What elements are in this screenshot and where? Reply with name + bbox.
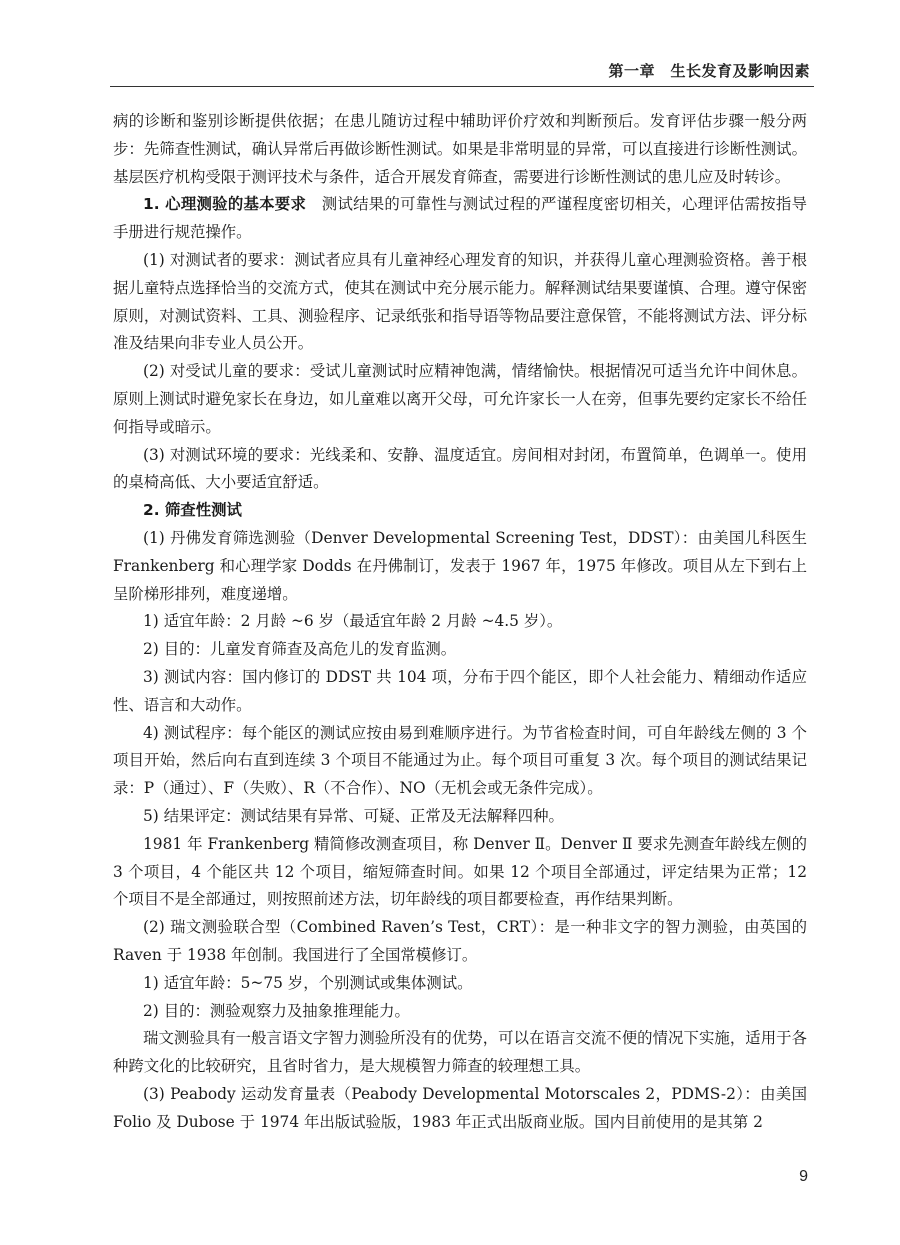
body-paragraph xyxy=(113,914,807,970)
body-paragraph xyxy=(113,358,807,441)
paragraph-text: 病的诊断和鉴别诊断提供依据；在患儿随访过程中辅助评价疗效和判断预后。发育评估步骤一般分两步：先筛查性测试，确认异常后再做诊断性测试。如果是非常明显的异常，可以直接进行诊断性测试。基层医疗机构受限于测评技术与条件，适合开展发育筛查，需要进行诊断性测试的患儿应及时转诊。 xyxy=(113,112,807,186)
paragraph-text: 4) 测试程序：每个能区的测试应按由易到难顺序进行。为节省检查时间，可自年龄线左侧的 3 个项目开始，然后向右直到连续 3 个项目不能通过为止。每个项目可重复 3 次。每个项目的测试结果记录：P（通过）、F（失败）、R（不合作）、NO（无机会或无条件完成）。 xyxy=(113,723,807,798)
paragraph-text: 5) 结果评定：测试结果有异常、可疑、正常及无法解释四种。 xyxy=(143,806,564,825)
body-paragraph xyxy=(113,1081,807,1137)
paragraph-text: (1) 丹佛发育筛选测验（Denver Developmental Screening Test，DDST）：由美国儿科医生 Frankenberg 和心理学家 Dodds 在丹佛制订，发表于 1967 年，1975 年修改。项目从左下到右上呈阶梯形排列，难度递增。 xyxy=(113,528,807,603)
section-heading: 2. 筛查性测试 xyxy=(143,501,242,520)
body-paragraph xyxy=(113,108,807,191)
body-paragraph xyxy=(113,803,807,831)
body-paragraph xyxy=(113,247,807,358)
body-paragraph xyxy=(113,998,807,1026)
body-paragraph xyxy=(113,442,807,498)
page-number: 9 xyxy=(799,1168,808,1185)
paragraph-text: (3) Peabody 运动发育量表（Peabody Developmental Motorscales 2，PDMS-2）：由美国 Folio 及 Dubose 于 1974 年出版试验版，1983 年正式出版商业版。国内目前使用的是其第 2 xyxy=(113,1084,807,1131)
body-paragraph xyxy=(113,720,807,803)
body-paragraph xyxy=(113,608,807,636)
paragraph-text: 测试结果的可靠性与测试过程的严谨程度密切相关，心理评估需按指导手册进行规范操作。 xyxy=(113,195,807,242)
paragraph-text: (2) 对受试儿童的要求：受试儿童测试时应精神饱满，情绪愉快。根据情况可适当允许中间休息。原则上测试时避免家长在身边，如儿童难以离开父母，可允许家长一人在旁，但事先要约定家长不给任何指导或暗示。 xyxy=(113,362,807,436)
body-paragraph xyxy=(113,191,807,247)
paragraph-text: 2) 目的：儿童发育筛查及高危儿的发育监测。 xyxy=(143,640,457,659)
paragraph-text: 瑞文测验具有一般言语文字智力测验所没有的优势，可以在语言交流不便的情况下实施，适用于各种跨文化的比较研究，且省时省力，是大规模智力筛查的较理想工具。 xyxy=(113,1029,807,1076)
paragraph-text: (1) 对测试者的要求：测试者应具有儿童神经心理发育的知识，并获得儿童心理测验资格。善于根据儿童特点选择恰当的交流方式，使其在测试中充分展示能力。解释测试结果要谨慎、合理。遵守保密原则，对测试资料、工具、测验程序、记录纸张和指导语等物品要注意保管，不能将测试方法、评分标准及结果向非专业人员公开。 xyxy=(113,250,807,353)
body-paragraph xyxy=(113,970,807,998)
section-heading: 1. 心理测验的基本要求 xyxy=(143,195,307,214)
header-divider xyxy=(110,86,814,87)
paragraph-text: 2) 目的：测验观察力及抽象推理能力。 xyxy=(143,1001,410,1020)
chapter-header-title: 第一章 生长发育及影响因素 xyxy=(608,62,810,80)
page-body xyxy=(113,108,807,1136)
paragraph-text: 1981 年 Frankenberg 精简修改测查项目，称 Denver Ⅱ。Denver Ⅱ 要求先测查年龄线左侧的 3 个项目，4 个能区共 12 个项目，缩短筛查时间。如果 12 个项目全部通过，评定结果为正常；12 个项目不是全部通过，则按照前述方法，切年龄线的项目都要检查，再作结果判断。 xyxy=(113,834,807,909)
body-paragraph xyxy=(113,664,807,720)
body-paragraph xyxy=(113,525,807,608)
paragraph-text: 1) 适宜年龄：2 月龄 ~6 岁（最适宜年龄 2 月龄 ~4.5 岁）。 xyxy=(143,612,563,631)
paragraph-text: 3) 测试内容：国内修订的 DDST 共 104 项，分布于四个能区，即个人社会能力、精细动作适应性、语言和大动作。 xyxy=(113,667,807,714)
body-paragraph xyxy=(113,831,807,914)
paragraph-text: 1) 适宜年龄：5~75 岁，个别测试或集体测试。 xyxy=(143,973,473,992)
body-paragraph xyxy=(113,636,807,664)
body-paragraph xyxy=(113,1025,807,1081)
body-paragraph xyxy=(113,497,807,525)
paragraph-text: (2) 瑞文测验联合型（Combined Raven’s Test，CRT）：是一种非文字的智力测验，由英国的 Raven 于 1938 年创制。我国进行了全国常模修订。 xyxy=(113,918,807,964)
paragraph-text: (3) 对测试环境的要求：光线柔和、安静、温度适宜。房间相对封闭，布置简单，色调单一。使用的桌椅高低、大小要适宜舒适。 xyxy=(113,445,807,492)
